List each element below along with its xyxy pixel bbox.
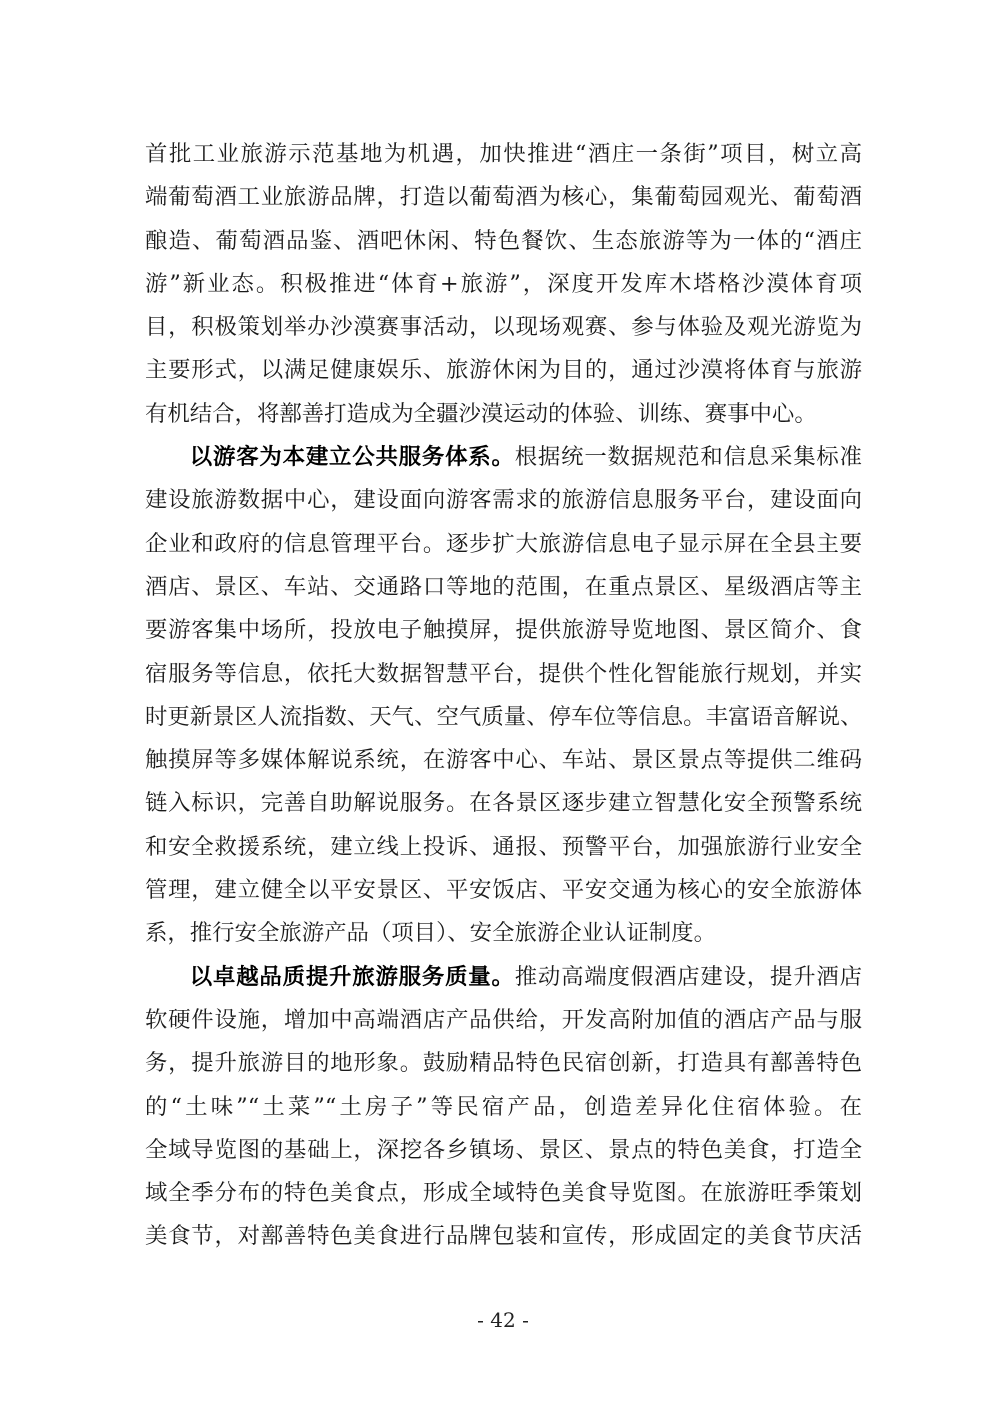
- page-number: - 42 -: [477, 1308, 529, 1332]
- text-line: 链入标识，完善自助解说服务。在各景区逐步建立智慧化安全预警系统: [145, 790, 862, 817]
- text-line: [145, 956, 862, 999]
- text-line: 首批工业旅游示范基地为机遇，加快推进“酒庄一条街”项目，树立高: [145, 141, 862, 167]
- text-line: 要游客集中场所，投放电子触摸屏，提供旅游导览地图、景区简介、食: [145, 617, 862, 644]
- text-line: 主要形式，以满足健康娱乐、旅游休闲为目的，通过沙漠将体育与旅游: [145, 357, 862, 384]
- text-line: 企业和政府的信息管理平台。逐步扩大旅游信息电子显示屏在全县主要: [145, 530, 862, 557]
- text-line: 全域导览图的基础上，深挖各乡镇场、景区、景点的特色美食，打造全: [145, 1136, 862, 1163]
- text-line: 有机结合，将鄯善打造成为全疆沙漠运动的体验、训练、赛事中心。: [145, 400, 817, 427]
- text-line: 域全季分布的特色美食点，形成全域特色美食导览图。在旅游旺季策划: [145, 1180, 862, 1207]
- text-line: 系，推行安全旅游产品（项目）、安全旅游企业认证制度。: [145, 920, 716, 947]
- text-line: 美食节，对鄯善特色美食进行品牌包装和宣传，形成固定的美食节庆活: [145, 1223, 862, 1250]
- paragraph-heading: 以游客为本建立公共服务体系。: [189, 444, 515, 471]
- text-line: 触摸屏等多媒体解说系统，在游客中心、车站、景区景点等提供二维码: [145, 747, 862, 774]
- text-line: 务，提升旅游目的地形象。鼓励精品特色民宿创新，打造具有鄯善特色: [145, 1050, 862, 1077]
- text-run: 根据统一数据规范和信息采集标准: [514, 444, 862, 471]
- text-line: 游”新业态。积极推进“体育+旅游”，深度开发库木塔格沙漠体育项: [145, 270, 862, 297]
- text-line: 和安全救援系统，建立线上投诉、通报、预警平台，加强旅游行业安全: [145, 833, 862, 860]
- text-line: 端葡萄酒工业旅游品牌，打造以葡萄酒为核心，集葡萄园观光、葡萄酒: [145, 184, 862, 211]
- text-line: 宿服务等信息，依托大数据智慧平台，提供个性化智能旅行规划，并实: [145, 660, 862, 687]
- text-line: 建设旅游数据中心，建设面向游客需求的旅游信息服务平台，建设面向: [145, 487, 862, 514]
- body-text: [145, 133, 862, 1259]
- text-line: 的“土味”“土菜”“土房子”等民宿产品，创造差异化住宿体验。在: [145, 1093, 862, 1120]
- text-line: 酿造、葡萄酒品鉴、酒吧休闲、特色餐饮、生态旅游等为一体的“酒庄: [145, 227, 862, 254]
- text-run: 推动高端度假酒店建设，提升酒店: [514, 963, 862, 990]
- text-line: 酒店、景区、车站、交通路口等地的范围，在重点景区、星级酒店等主: [145, 573, 862, 600]
- paragraph-wine-and-sports-tourism: [145, 133, 862, 436]
- paragraph-service-quality: [145, 956, 862, 1259]
- text-line: 管理，建立健全以平安景区、平安饭店、平安交通为核心的安全旅游体: [145, 877, 862, 904]
- paragraph-heading: 以卓越品质提升旅游服务质量。: [189, 963, 515, 990]
- text-line: [145, 436, 862, 479]
- paragraph-public-service-system: [145, 436, 862, 956]
- text-line: 时更新景区人流指数、天气、空气质量、停车位等信息。丰富语音解说、: [145, 703, 862, 730]
- text-line: 目，积极策划举办沙漠赛事活动，以现场观赛、参与体验及观光游览为: [145, 314, 862, 341]
- text-line: 软硬件设施，增加中高端酒店产品供给，开发高附加值的酒店产品与服: [145, 1006, 862, 1033]
